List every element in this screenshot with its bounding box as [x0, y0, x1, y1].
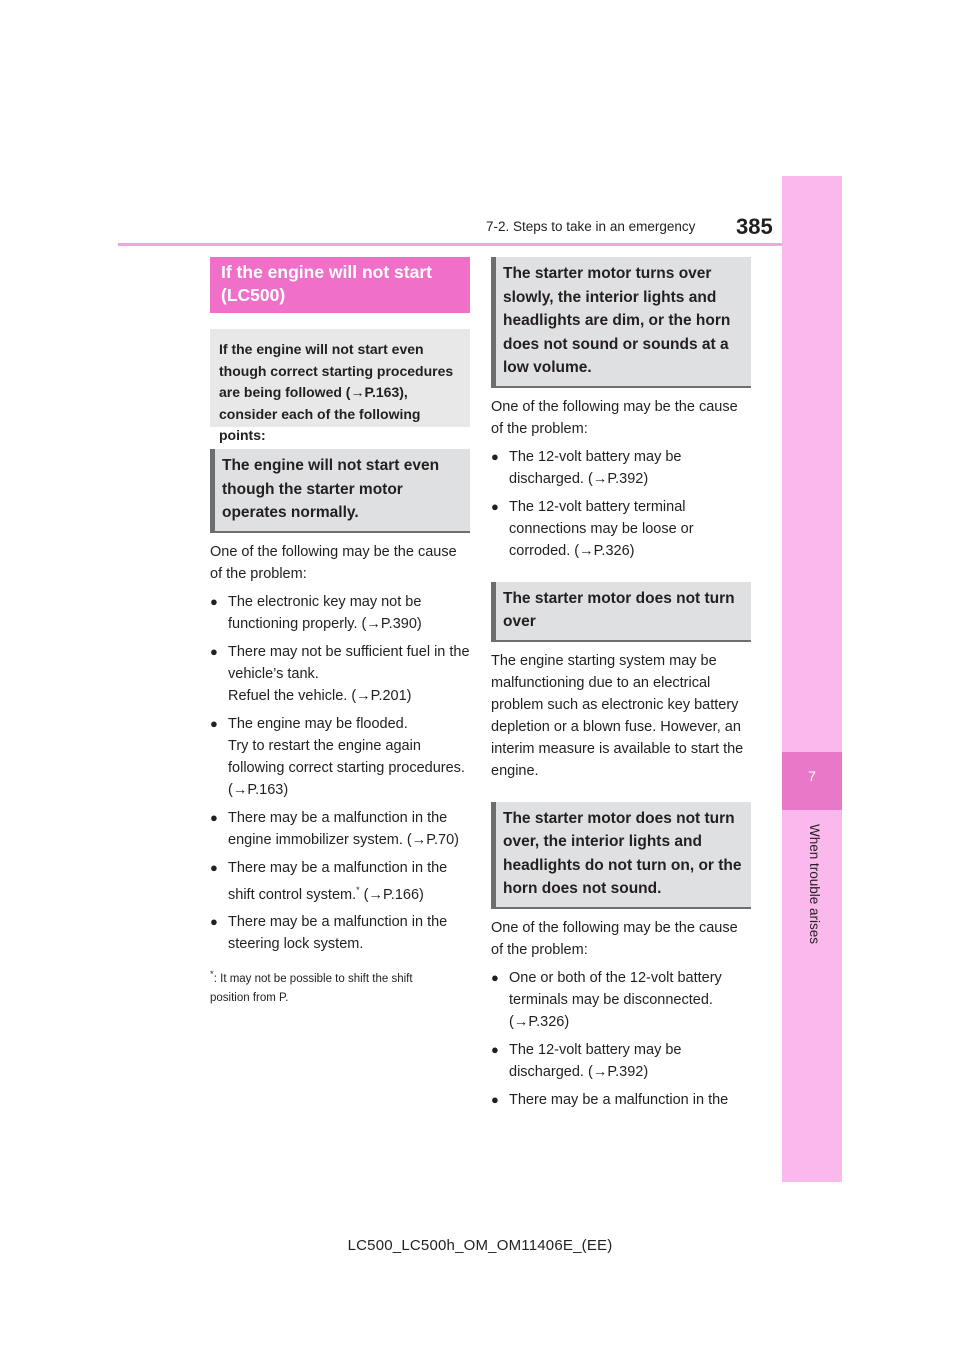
section-title: 7-2. Steps to take in an emergency: [486, 219, 696, 234]
list-item: ● There may be a malfunction in the: [491, 1089, 751, 1111]
left-column: [210, 257, 470, 1008]
bullet-icon: ●: [210, 593, 218, 609]
subheading-starter-not-turn: The starter motor does not turn over: [491, 582, 751, 642]
chapter-number: 7: [808, 768, 816, 784]
bullet-icon: ●: [491, 448, 499, 464]
header-rule: [118, 243, 782, 246]
bullet-icon: ●: [491, 1041, 499, 1057]
list-item: ● There may be a malfunction in the shift control system.* (→P.166): [210, 857, 470, 906]
bullet-icon: ●: [210, 809, 218, 825]
list-item: ● The engine may be flooded. Try to restart the engine again following correct starting procedures. (→P.163): [210, 713, 470, 801]
list-item: ● The 12-volt battery terminal connections may be loose or corroded. (→P.326): [491, 496, 751, 562]
lead-text: One of the following may be the cause of the problem:: [491, 919, 738, 958]
footnote: *: It may not be possible to shift the shift position from P.: [210, 969, 413, 1005]
page-number: 385: [736, 214, 773, 239]
intro-box: If the engine will not start even though correct starting procedures are being followed (→P.163), consider each of the following points:: [210, 329, 470, 427]
subheading-no-lights-no-horn: The starter motor does not turn over, the interior lights and headlights do not turn on, or the horn does not sound.: [491, 802, 751, 909]
lead-text: One of the following may be the cause of the problem:: [491, 398, 738, 437]
bullet-icon: ●: [491, 969, 499, 985]
bullet-icon: ●: [210, 715, 218, 731]
right-column: [491, 257, 751, 1111]
list-item: ● There may be a malfunction in the steering lock system.: [210, 911, 470, 955]
list-item: ● The 12-volt battery may be discharged. (→P.392): [491, 1039, 751, 1083]
footnote-marker: *: [356, 884, 360, 895]
chapter-number-tab[interactable]: [782, 752, 842, 810]
chapter-label: When trouble arises: [807, 824, 822, 945]
list-item: ● One or both of the 12-volt battery terminals may be disconnected. (→P.326): [491, 967, 751, 1033]
list-item: ● There may not be sufficient fuel in the vehicle’s tank. Refuel the vehicle. (→P.201): [210, 641, 470, 707]
paragraph: The engine starting system may be malfunctioning due to an electrical problem such as electronic key battery depletion or a blown fuse. However, an interim measure is available to start the engine.: [491, 652, 744, 779]
bullet-icon: ●: [491, 1091, 499, 1107]
bullet-icon: ●: [210, 914, 218, 930]
lead-text: One of the following may be the cause of the problem:: [210, 543, 457, 582]
list-item: ● There may be a malfunction in the engine immobilizer system. (→P.70): [210, 807, 470, 851]
list-item: ● The electronic key may not be functioning properly. (→P.390): [210, 591, 470, 635]
subheading-slow-starter: The starter motor turns over slowly, the interior lights and headlights are dim, or the horn does not sound or sounds at a low volume.: [491, 257, 751, 388]
bullet-icon: ●: [491, 498, 499, 514]
bullet-icon: ●: [210, 643, 218, 659]
bullet-icon: ●: [210, 859, 218, 875]
list-item: ● The 12-volt battery may be discharged. (→P.392): [491, 446, 751, 490]
document-code-footer: LC500_LC500h_OM_OM11406E_(EE): [347, 1237, 613, 1254]
subheading-engine-not-start: The engine will not start even though the starter motor operates normally.: [210, 449, 470, 533]
side-tab: [782, 176, 842, 1182]
main-heading: If the engine will not start (LC500): [210, 257, 470, 313]
